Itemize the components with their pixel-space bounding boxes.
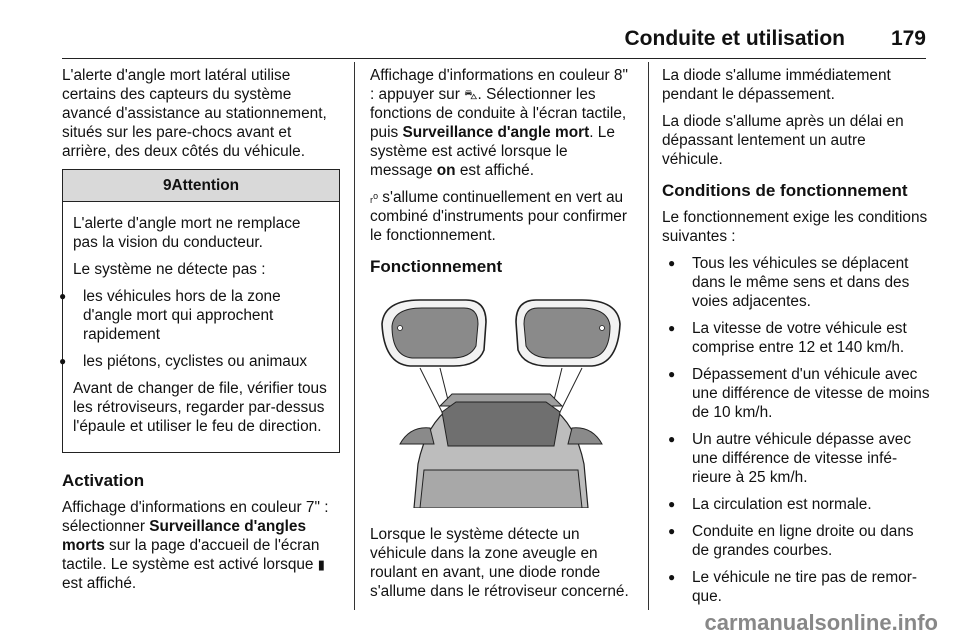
paragraph: La diode s'allume après un délai en dépassant lentement un autre véhicule. — [662, 113, 904, 168]
header-divider — [62, 58, 926, 59]
bold-text: Surveillance d'angle mort — [402, 124, 590, 141]
blind-spot-icon: ▮ — [317, 557, 325, 572]
attention-list — [59, 287, 329, 371]
text-run: . Sélectionner les fonctions de conduite à l'écran tactile, puis — [370, 86, 627, 141]
attention-box — [62, 169, 340, 453]
text-run: . Le système est activé lorsque le message — [370, 124, 615, 179]
paragraph: Lorsque le système détecte un véhicule dans la zone aveugle en roulant en avant, une diode ronde s'allume dans le rétroviseur concerné. — [370, 526, 629, 600]
list-item: ● La circulation est normale. — [668, 495, 930, 514]
section-heading-conditions: Conditions de fonctionnement — [662, 181, 908, 200]
column-1 — [62, 66, 340, 601]
section-heading-activation: Activation — [62, 471, 145, 490]
page-title: Conduite et utilisation — [624, 27, 845, 50]
list-item: ● Un autre véhicule dépasse avec une différence de vitesse inférieure à 25 km/h. — [668, 430, 930, 487]
paragraph — [370, 66, 634, 180]
intro-paragraph: L'alerte d'angle mort latéral utilise certains des capteurs du système avancé d'assistance au stationnement, situés sur les pare-chocs avant et arrière, des deux côtés du véhicule. — [62, 67, 327, 160]
list-item: ● Conduite en ligne droite ou dans de grandes courbes. — [668, 522, 930, 560]
list-item: ● Dépassement d'un véhicule avec une différence de vitesse de moins de 10 km/h. — [668, 365, 930, 422]
indicator-icon: ᵣᵒ — [370, 190, 379, 205]
paragraph: La diode s'allume immédiatement pendant le dépassement. — [662, 67, 891, 103]
text-run: Affichage d'informations en couleur 8" : appuyer sur — [370, 67, 628, 103]
paragraph: Le fonctionnement exige les conditions suivantes : — [662, 209, 928, 245]
watermark: carmanualsonline.info — [704, 610, 938, 635]
attention-header — [63, 170, 339, 202]
paragraph — [370, 188, 634, 245]
section-heading-fonctionnement: Fonctionnement — [370, 257, 503, 276]
attention-text: L'alerte d'angle mort ne remplace pas la vision du conducteur. — [73, 215, 301, 251]
warning-icon: 9 — [162, 177, 172, 194]
conditions-list — [668, 254, 930, 606]
mirror-illustration — [370, 294, 632, 508]
text-run: Affichage d'informations en couleur 7" : sélectionner — [62, 499, 329, 535]
attention-body — [49, 202, 339, 452]
text-run: s'allume continuellement en vert au combiné d'instruments pour confirmer le fonctionnement. — [370, 189, 627, 244]
list-item: ● Le véhicule ne tire pas de remorque. — [668, 568, 930, 606]
attention-text: Le système ne détecte pas : — [73, 261, 266, 278]
text-run: est affiché. — [455, 162, 534, 179]
list-item: ● les véhicules hors de la zone d'angle mort qui approchent rapidement — [59, 287, 329, 344]
column-divider — [354, 62, 355, 610]
list-item: ● La vitesse de votre véhicule est comprise entre 12 et 140 km/h. — [668, 319, 930, 357]
bold-text: Surveillance d'angles morts — [62, 518, 307, 554]
list-item: ● Tous les véhicules se déplacent dans le même sens et dans des voies adjacentes. — [668, 254, 930, 311]
text-run: est affiché. — [62, 575, 137, 592]
column-2 — [370, 66, 634, 609]
vehicle-icon: ⛍ — [464, 87, 478, 102]
column-divider — [648, 62, 649, 610]
list-item: ● les piétons, cyclistes ou animaux — [59, 352, 329, 371]
activation-paragraph — [62, 498, 340, 593]
text-run: sur la page d'accueil de l'écran tactile. Le système est activé lorsque — [62, 537, 320, 573]
column-3 — [662, 66, 930, 614]
page-number: 179 — [890, 27, 926, 50]
attention-title: Attention — [171, 177, 240, 194]
attention-text: Avant de changer de file, vérifier tous les rétroviseurs, regarder par-dessus l'épaule et utiliser le feu de direction. — [73, 380, 327, 435]
bold-text: on — [436, 162, 456, 179]
